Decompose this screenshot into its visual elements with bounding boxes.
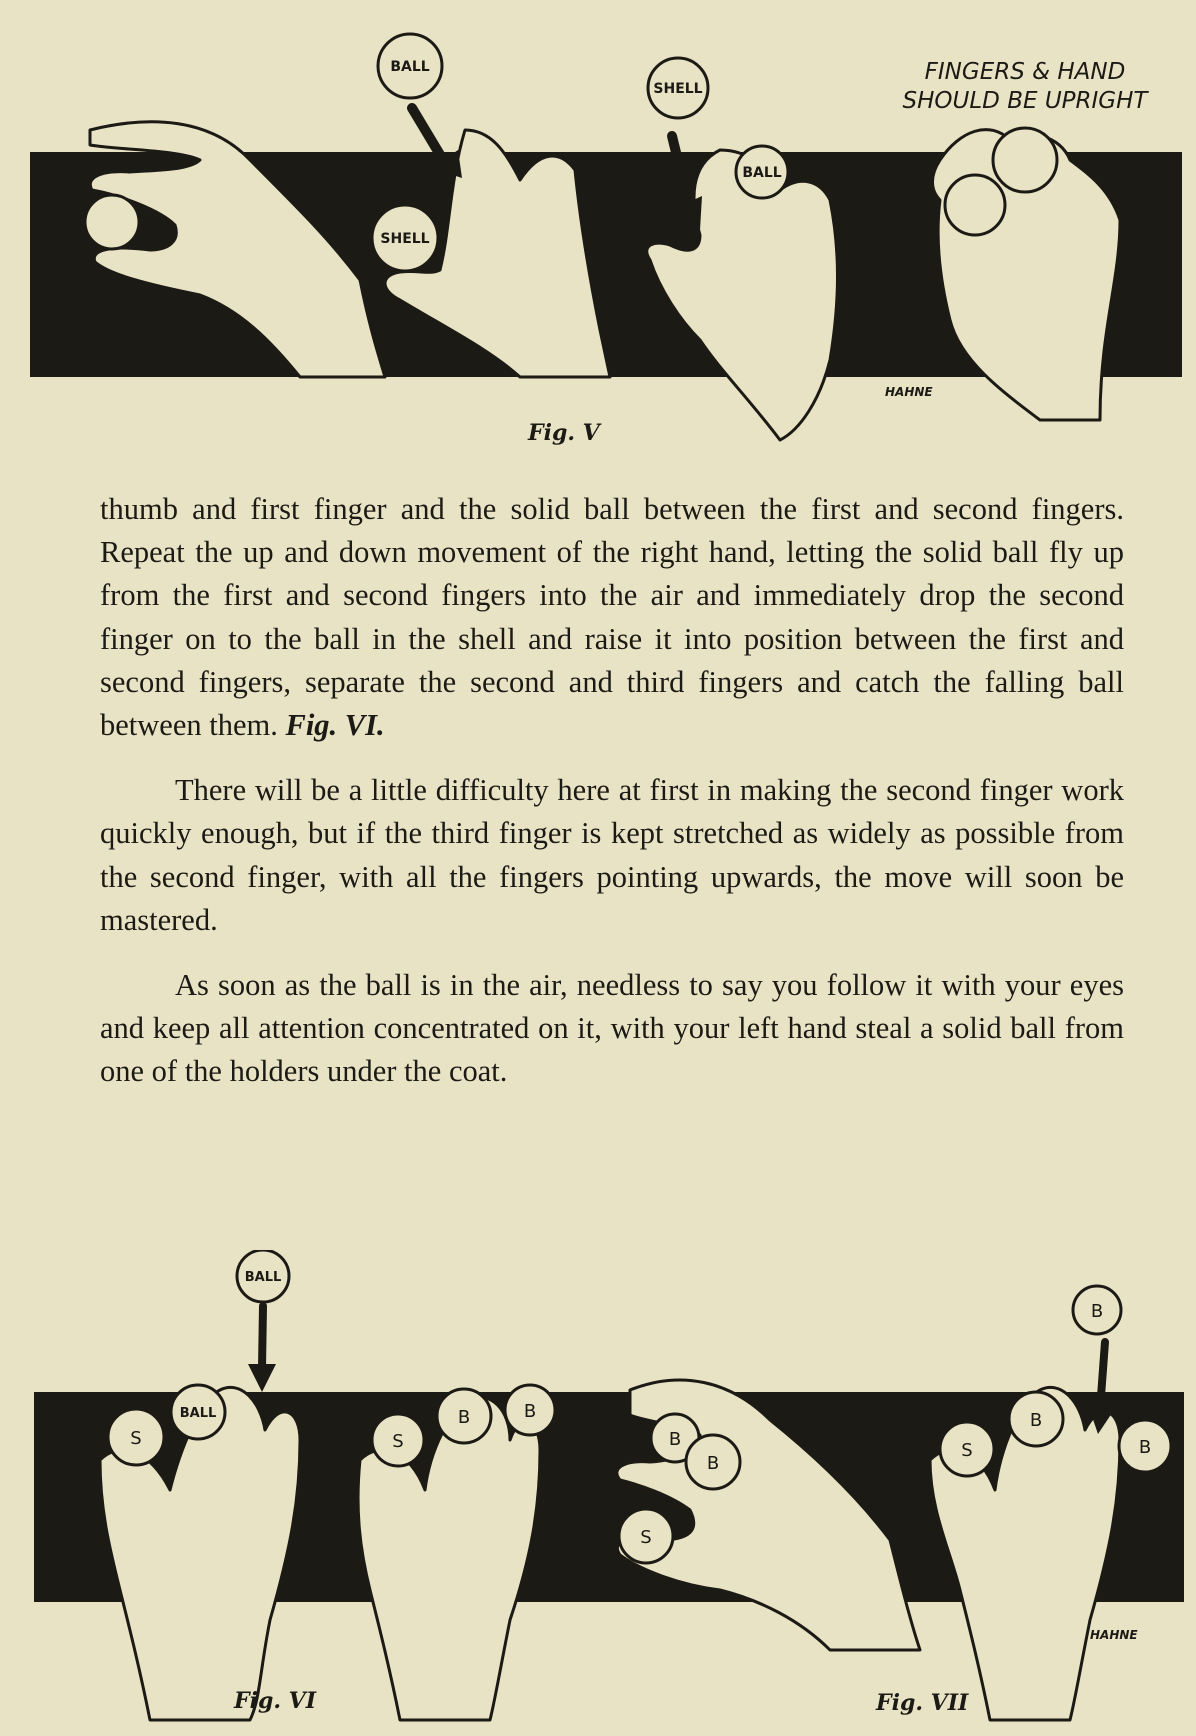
hand-note [880,58,1170,116]
ball-icon [85,195,139,249]
arrow-icon [1100,1342,1105,1410]
arrow-icon [262,1306,263,1368]
paragraph-1: thumb and first finger and the solid ball between the first and second fingers. Repeat the up and down movement of the right hand, letting the solid ball fly up from the first and second fingers into the air and immediately drop the second finger on to the ball in the shell and raise it into position between the first and second fingers, separate the second and third fingers and catch the falling ball between them. Fig. VI. [100,492,1124,743]
b-label: B [1138,1437,1152,1458]
figure-reference: Fig. VI. [285,708,385,743]
arrow-head-icon [248,1364,276,1392]
b-label: B [1029,1410,1043,1431]
ball-callout-label: BALL [244,1270,282,1285]
paragraph-3: As soon as the ball is in the air, needless to say you follow it with your eyes and keep all attention concentrated on it, with your left hand steal a solid ball from one of the holders under the coat. [100,968,1124,1089]
body-text [100,488,1124,1116]
callout-shell-label: SHELL [653,81,703,97]
ball-label: BALL [742,165,782,181]
hand-note-line-1: FINGERS & HAND [924,59,1126,85]
ball-icon [945,175,1005,235]
shell-label: SHELL [380,231,430,247]
fig-vi-caption: Fig. VI [234,1688,317,1714]
ball-label: BALL [179,1406,217,1421]
fig-vii-caption: Fig. VII [876,1690,969,1716]
s-label: S [961,1440,973,1461]
artist-signature: HAHNE [1090,1628,1138,1642]
b-label: B [706,1453,720,1474]
s-label: S [392,1431,404,1452]
fig-vi-vii-illustration [0,1250,1196,1736]
s-label: S [640,1527,652,1548]
b-callout-label: B [1090,1301,1104,1322]
b-label: B [523,1401,537,1422]
fig-v-caption: Fig. V [528,420,600,446]
callout-ball-label: BALL [390,59,430,75]
ball-icon [993,128,1057,192]
b-label: B [457,1407,471,1428]
b-label: B [668,1429,682,1450]
paragraph-2: There will be a little difficulty here at first in making the second finger work quickly enough, but if the third finger is kept stretched as widely as possible from the second finger, with all the fingers pointing upwards, the move will soon be mastered. [100,773,1124,937]
s-label: S [130,1428,142,1449]
artist-signature: HAHNE [885,385,933,399]
hand-note-line-2: SHOULD BE UPRIGHT [902,88,1148,114]
